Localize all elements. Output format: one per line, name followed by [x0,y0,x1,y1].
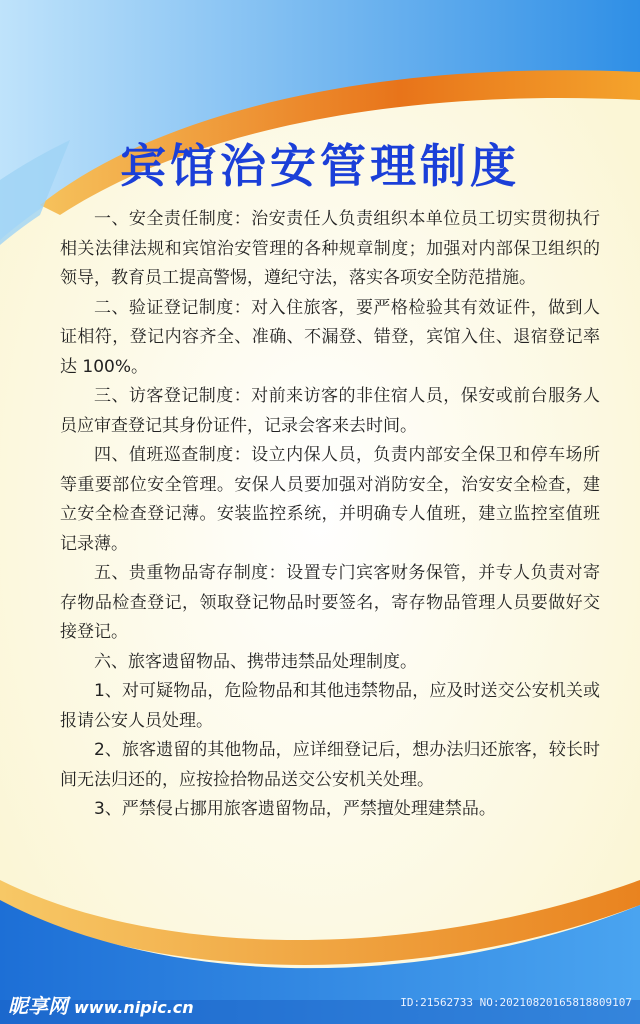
rule-item-2: 2、旅客遗留的其他物品，应详细登记后，想办法归还旅客，较长时间无法归还的，应按捡拾物品送交公安机关处理。 [60,740,600,790]
watermark-url: www.nipic.cn [74,998,194,1017]
watermark-logo-text: 昵享网 [8,994,68,1018]
page-title: 宾馆治安管理制度 [120,139,520,193]
rule-paragraph-5: 五、贵重物品寄存制度：设置专门宾客财务保管，并专人负责对寄存物品检查登记，领取登记物品时要签名，寄存物品管理人员要做好交接登记。 [60,563,600,642]
rule-paragraph-6: 六、旅客遗留物品、携带违禁品处理制度。 [94,651,417,672]
rules-body [60,205,600,825]
watermark-logo [8,990,194,1019]
rule-item-3: 3、严禁侵占挪用旅客遗留物品，严禁擅处理建禁品。 [94,799,496,819]
watermark-id: ID:21562733 NO:20210820165818809107 [400,996,632,1009]
rule-paragraph-1: 一、安全责任制度：治安责任人负责组织本单位员工切实贯彻执行相关法律法规和宾馆治安管理的各种规章制度；加强对内部保卫组织的领导，教育员工提高警惕，遵纪守法，落实各项安全防范措施。 [60,209,600,288]
rule-paragraph-2: 二、验证登记制度：对入住旅客，要严格检验其有效证件，做到人证相符，登记内容齐全、准确、不漏登、错登，宾馆入住、退宿登记率达 100%。 [60,297,600,377]
rule-paragraph-3: 三、访客登记制度：对前来访客的非住宿人员，保安或前台服务人员应审查登记其身份证件，记录会客来去时间。 [60,386,600,436]
rule-item-1: 1、对可疑物品，危险物品和其他违禁物品，应及时送交公安机关或报请公安人员处理。 [60,681,600,731]
rule-paragraph-4: 四、值班巡查制度：设立内保人员，负责内部安全保卫和停车场所等重要部位安全管理。安保人员要加强对消防安全，治安安全检查，建立安全检查登记薄。安装监控系统，并明确专人值班，建立监控室值班记录薄。 [60,445,600,554]
